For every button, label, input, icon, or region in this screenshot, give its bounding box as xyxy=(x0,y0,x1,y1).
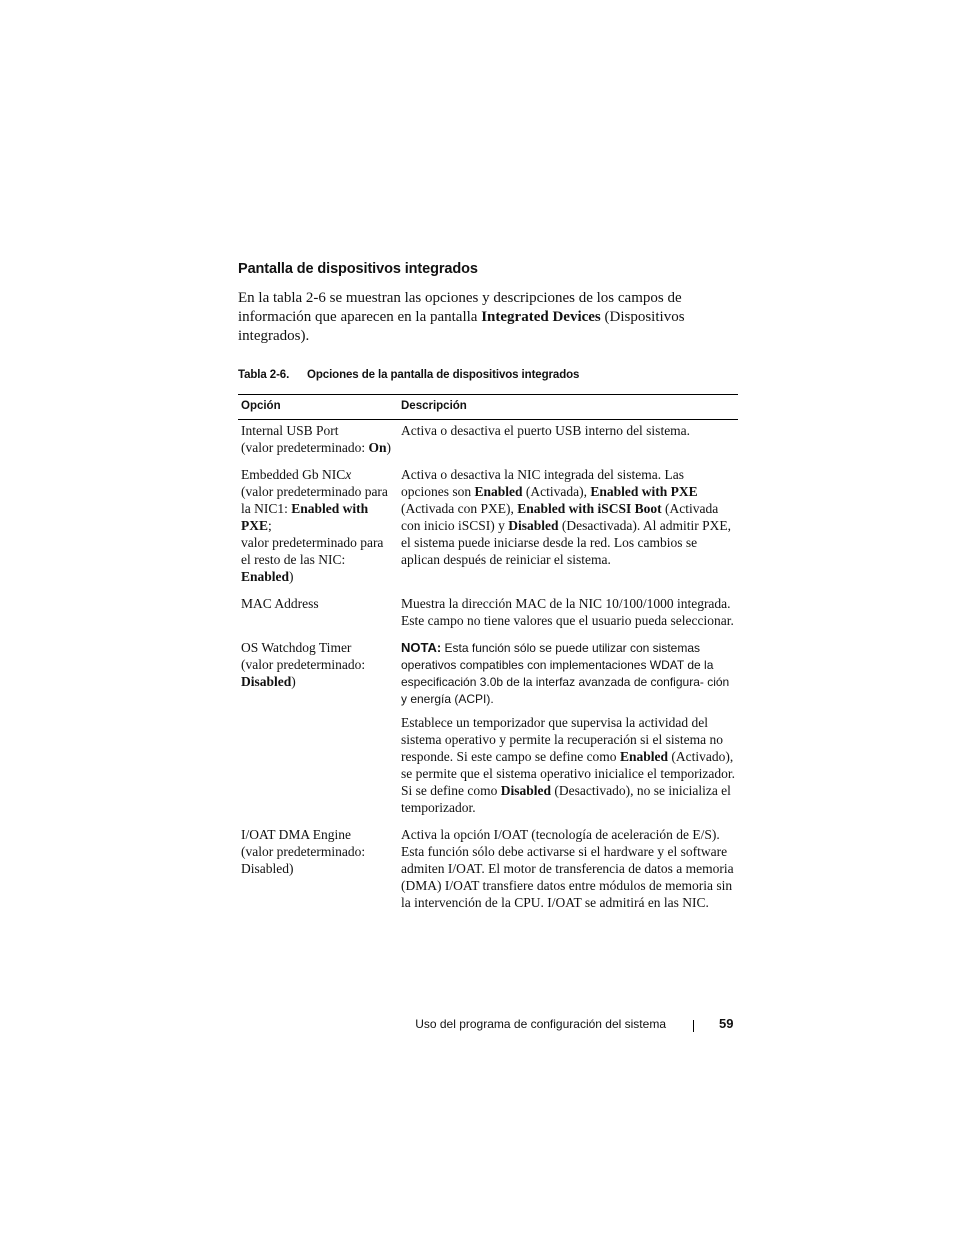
table-row xyxy=(238,464,738,593)
note-label: NOTA: xyxy=(401,640,442,655)
description-text: Activa la opción I/OAT (tecnología de aceleración de E/S). Esta función sólo debe activarse si el hardware y el software admiten I/OAT. El motor de transferencia de datos a memoria (DMA) I/OAT transfiere datos entre módulos de memoria sin la intervención de la CPU. I/OAT se admitirá en las NIC. xyxy=(401,827,734,910)
option-cell xyxy=(238,420,398,465)
options-table xyxy=(238,394,738,919)
option-name: Embedded Gb NIC xyxy=(241,467,346,482)
desc-bold: Disabled xyxy=(500,783,551,798)
table-row xyxy=(238,593,738,637)
description-cell xyxy=(398,593,738,637)
desc-text: (Desactivada). Al admitir PXE, el sistema puede iniciarse desde la red. Los cambios se aplican después de reiniciar el sistema. xyxy=(401,518,731,567)
page-number: 59 xyxy=(719,1016,734,1031)
desc-bold: Enabled with PXE xyxy=(590,484,698,499)
option-cell xyxy=(238,637,398,824)
desc-text: (Activada), xyxy=(522,484,591,499)
option-default-value: On xyxy=(368,440,387,455)
option-default-close: ) xyxy=(386,440,391,455)
section-title: Pantalla de dispositivos integrados xyxy=(238,261,478,277)
option-default-close: ) xyxy=(291,674,296,689)
note-text: Esta función sólo se puede utilizar con sistemas operativos compatibles con implementaciones WDAT de la especificación 3.0b de la interfaz avanzada de configura- ción y energía (ACPI). xyxy=(401,641,730,706)
table-header-row xyxy=(238,395,738,420)
option-name: Internal USB Port xyxy=(241,423,339,438)
desc-text: (Desactivado), no se inicializa el temporizador. xyxy=(401,783,731,815)
desc-bold: Enabled xyxy=(474,484,523,499)
option-default-label: (valor predeterminado: xyxy=(241,440,369,455)
page-content xyxy=(238,258,738,919)
footer-divider xyxy=(693,1020,694,1032)
option-default-close: ) xyxy=(289,569,294,584)
description-cell xyxy=(398,464,738,593)
option-default: (valor predeterminado: Disabled) xyxy=(241,844,366,876)
option-default-value: Enabled xyxy=(241,569,290,584)
desc-bold: Enabled xyxy=(619,749,668,764)
option-default-value: Enabled with PXE xyxy=(241,501,369,533)
table-row xyxy=(238,420,738,465)
intro-text: En la tabla 2-6 se muestran las opciones y descripciones de los campos de información que aparecen en la pantalla xyxy=(238,290,682,325)
table-row xyxy=(238,824,738,919)
option-name: MAC Address xyxy=(241,596,319,611)
description-text: Muestra la dirección MAC de la NIC 10/100/1000 integrada. Este campo no tiene valores que el usuario pueda seleccionar. xyxy=(401,596,734,628)
desc-text: (Activada con inicio iSCSI) y xyxy=(401,501,719,533)
page-footer xyxy=(0,1014,954,1036)
option-default-label: valor predeterminado para el resto de las NIC: xyxy=(241,535,384,567)
column-header-option: Opción xyxy=(238,395,398,420)
description-cell xyxy=(398,420,738,465)
intro-bold-term: Integrated Devices xyxy=(481,309,601,325)
option-default-label: (valor predeterminado: xyxy=(241,657,366,672)
desc-text: Activa o desactiva la NIC integrada del sistema. Las opciones son xyxy=(401,467,685,499)
desc-bold: Enabled with iSCSI Boot xyxy=(517,501,662,516)
desc-text: Establece un temporizador que supervisa la actividad del sistema operativo y permite la recuperación si el sistema no responde. Si este campo se define como xyxy=(401,715,724,764)
desc-text: (Activada con PXE), xyxy=(401,501,518,516)
note-block xyxy=(401,639,735,708)
footer-chapter-title: Uso del programa de configuración del sistema xyxy=(415,1017,666,1031)
table-row xyxy=(238,637,738,824)
intro-text-end: (Dispositivos integrados). xyxy=(238,309,685,344)
option-default-value: Disabled xyxy=(241,674,292,689)
desc-text: (Activado), se permite que el sistema operativo inicialice el temporizador. Si se define como xyxy=(401,749,735,798)
description-text xyxy=(401,714,735,816)
option-name: OS Watchdog Timer xyxy=(241,640,352,655)
intro-paragraph xyxy=(238,289,738,346)
table-title: Opciones de la pantalla de dispositivos integrados xyxy=(307,369,580,381)
description-cell xyxy=(398,824,738,919)
desc-bold: Disabled xyxy=(508,518,559,533)
option-cell xyxy=(238,464,398,593)
option-separator: ; xyxy=(268,518,272,533)
description-cell xyxy=(398,637,738,824)
option-name-variable: x xyxy=(345,467,352,482)
column-header-description: Descripción xyxy=(398,395,738,420)
option-default-label: (valor predeterminado para la NIC1: xyxy=(241,484,388,516)
table-number: Tabla 2-6. xyxy=(238,369,290,381)
description-text xyxy=(401,466,735,568)
table-caption xyxy=(238,367,738,383)
option-name: I/OAT DMA Engine xyxy=(241,827,351,842)
option-cell xyxy=(238,593,398,637)
description-text: Activa o desactiva el puerto USB interno del sistema. xyxy=(401,423,691,438)
option-cell xyxy=(238,824,398,919)
